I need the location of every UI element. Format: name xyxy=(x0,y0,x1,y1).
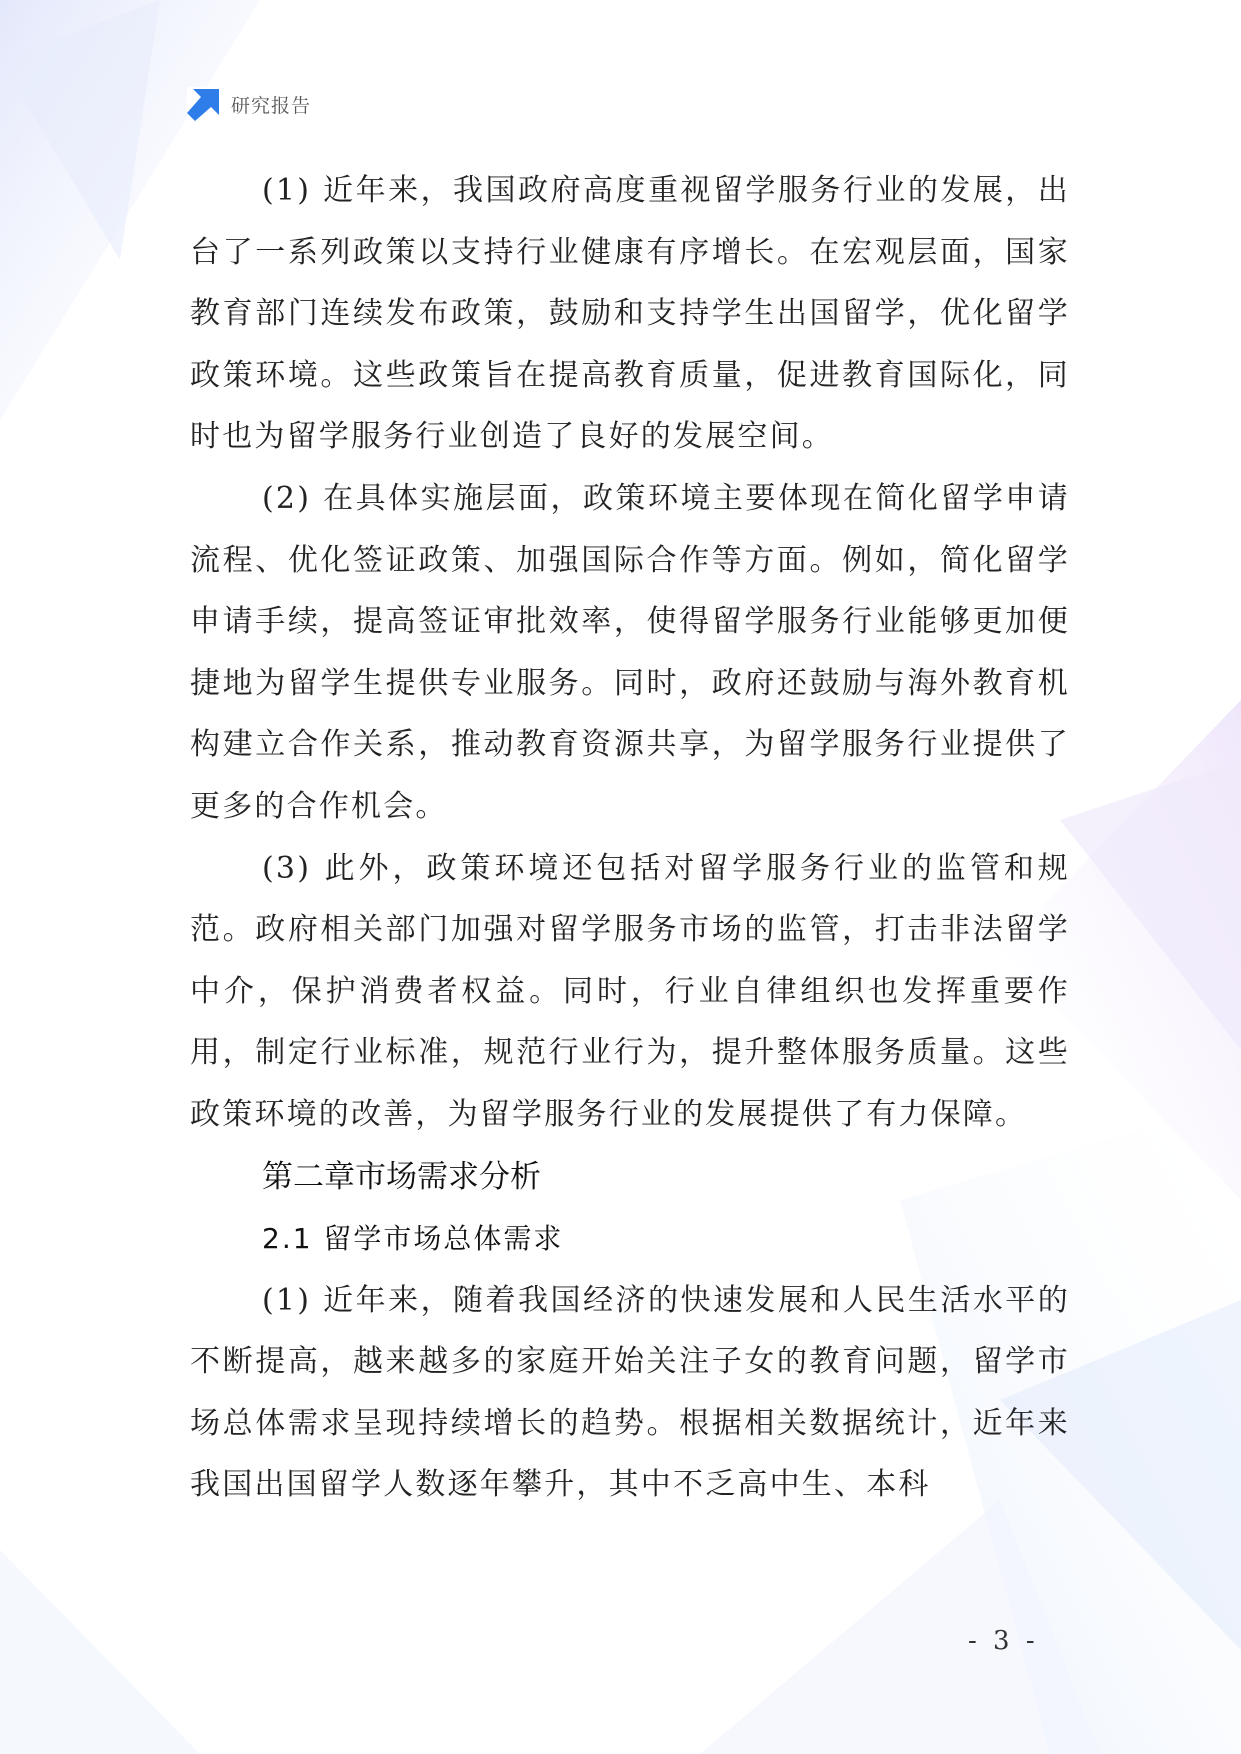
paragraph: (2) 在具体实施层面，政策环境主要体现在简化留学申请流程、优化签证政策、加强国际合作等方面。例如，简化留学申请手续，提高签证审批效率，使得留学服务行业能够更加便捷地为留学生提供专业服务。同时，政府还鼓励与海外教育机构建立合作关系，推动教育资源共享，为留学服务行业提供了更多的合作机会。 xyxy=(190,480,1070,824)
header-label: 研究报告 xyxy=(231,94,312,117)
arrow-up-right-icon xyxy=(187,87,221,121)
section-title: 2.1 留学市场总体需求 xyxy=(262,1221,564,1255)
paragraph: (1) 近年来，随着我国经济的快速发展和人民生活水平的不断提高，越来越多的家庭开始关注子女的教育问题，留学市场总体需求呈现持续增长的趋势。根据相关数据统计，近年来我国出国留学人数逐年攀升，其中不乏高中生、本科 xyxy=(190,1282,1070,1503)
paragraph: (1) 近年来，我国政府高度重视留学服务行业的发展，出台了一系列政策以支持行业健康有序增长。在宏观层面，国家教育部门连续发布政策，鼓励和支持学生出国留学，优化留学政策环境。这些政策旨在提高教育质量，促进教育国际化，同时也为留学服务行业创造了良好的发展空间。 xyxy=(190,173,1070,455)
document-body xyxy=(190,160,1070,1516)
chapter-title: 第二章市场需求分析 xyxy=(262,1158,541,1195)
report-header xyxy=(187,86,311,122)
paragraph: (3) 此外，政策环境还包括对留学服务行业的监管和规范。政府相关部门加强对留学服务市场的监管，打击非法留学中介，保护消费者权益。同时，行业自律组织也发挥重要作用，制定行业标准，规范行业行为，提升整体服务质量。这些政策环境的改善，为留学服务行业的发展提供了有力保障。 xyxy=(190,850,1070,1132)
page-number: - 3 - xyxy=(968,1626,1039,1656)
